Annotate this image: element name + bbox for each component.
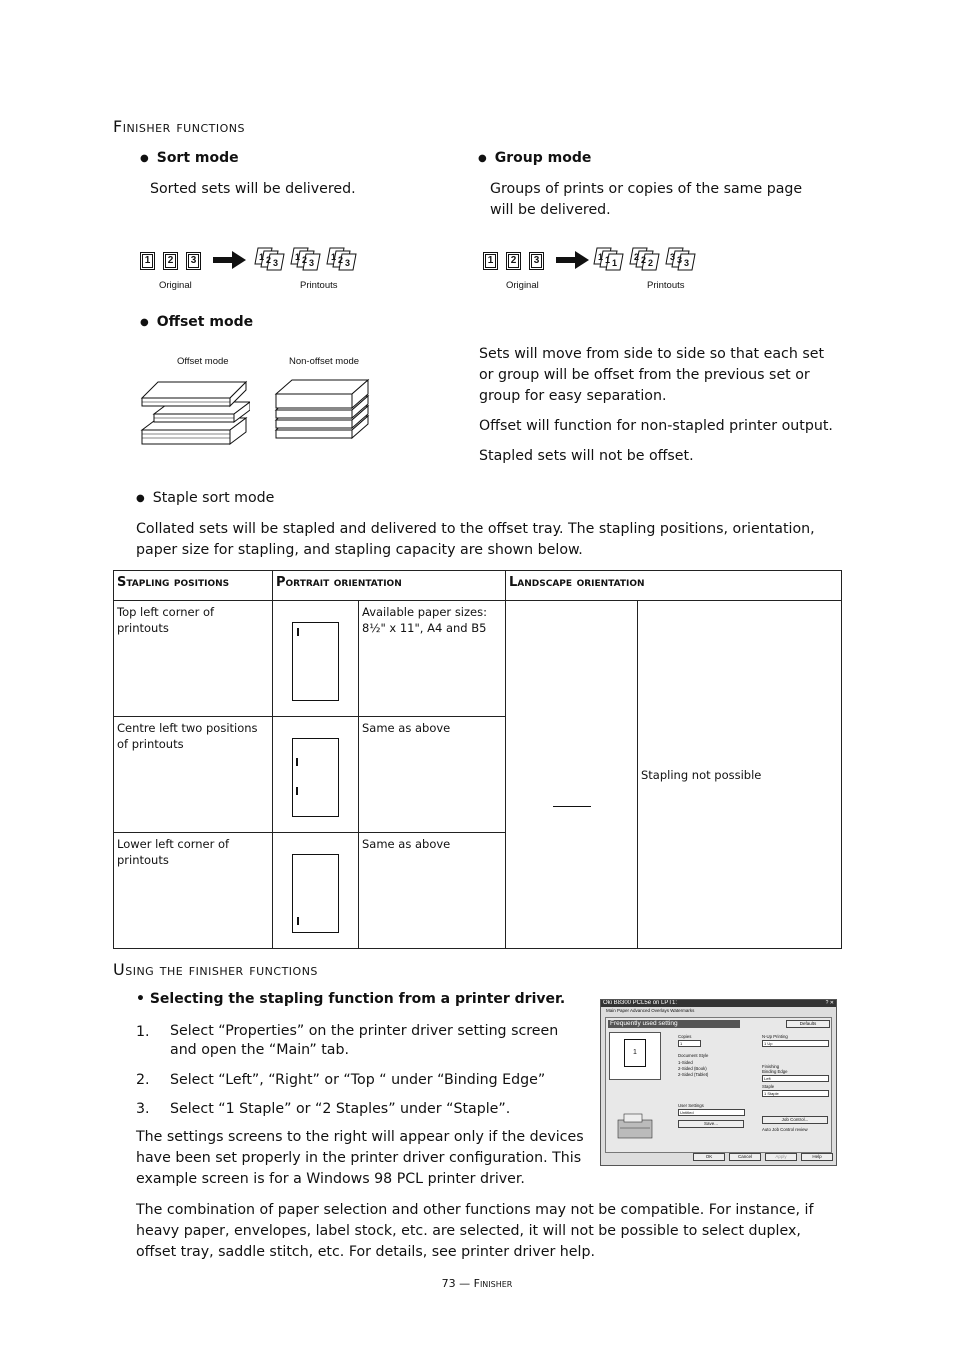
header-landscape-orientation: Landscape orientation — [506, 571, 842, 601]
cell-paper-sizes: Same as above — [359, 833, 506, 949]
svg-text:2: 2 — [648, 258, 654, 268]
grouped-printouts-icon — [593, 246, 711, 276]
svg-text:3: 3 — [345, 258, 351, 268]
svg-text:3: 3 — [684, 258, 690, 268]
cancel-button[interactable]: Cancel — [729, 1153, 761, 1161]
original-page-2: 2 — [506, 252, 521, 270]
portrait-page-icon — [292, 854, 339, 933]
svg-text:2: 2 — [338, 255, 344, 265]
nup-select[interactable]: 1 Up — [762, 1040, 829, 1047]
sort-mode-diagram — [138, 244, 378, 294]
step-text: Select “Properties” on the printer driver setting screen and open the “Main” tab. — [170, 1023, 559, 1058]
finishing-label: Finishing — [762, 1064, 780, 1069]
svg-text:3: 3 — [677, 255, 683, 265]
binding-edge-select[interactable]: Left — [762, 1075, 829, 1082]
offset-stacks-icon — [138, 374, 250, 450]
nup-printing-label: N-Up Printing — [762, 1034, 788, 1039]
radio-2-sided-tablet[interactable]: 2-Sided (Tablet) — [678, 1072, 709, 1077]
svg-text:2: 2 — [266, 255, 272, 265]
svg-text:1: 1 — [598, 252, 604, 262]
offset-description-2: Offset will function for non-stapled printer output. — [479, 418, 833, 434]
help-button[interactable]: Help — [801, 1153, 833, 1161]
svg-text:1: 1 — [259, 252, 265, 262]
offset-description-1: Sets will move from side to side so that each set or group will be offset from the previous set or group for easy separation. — [479, 346, 825, 404]
arrow-right-icon — [212, 250, 248, 270]
header-stapling-positions: Stapling positions — [114, 571, 273, 601]
printer-icon — [616, 1110, 656, 1142]
section-title-using-finisher: Using the finisher functions — [113, 960, 318, 979]
offset-mode-label: Offset mode — [177, 356, 229, 367]
document-style-label: Document Style — [678, 1053, 709, 1058]
svg-text:1: 1 — [331, 252, 337, 262]
user-settings-label: User Settings — [678, 1103, 704, 1108]
cell-landscape-diagram — [506, 601, 638, 949]
radio-2-sided-book[interactable]: 2-Sided (Book) — [678, 1066, 707, 1071]
svg-text:3: 3 — [309, 258, 315, 268]
dialog-main-panel — [605, 1017, 832, 1153]
copies-field[interactable]: 1 — [678, 1040, 701, 1047]
svg-text:3: 3 — [273, 258, 279, 268]
group-original-label: Original — [506, 280, 539, 291]
non-offset-mode-label: Non-offset mode — [289, 356, 360, 367]
step-1 — [136, 1022, 576, 1060]
original-page-3: 3 — [186, 252, 201, 270]
offset-description-3: Stapled sets will not be offset. — [479, 448, 694, 464]
svg-text:2: 2 — [634, 252, 640, 262]
sort-mode-heading — [140, 150, 239, 166]
user-settings-select[interactable]: Untitled — [678, 1109, 745, 1116]
preview-page-icon: 1 — [624, 1039, 646, 1067]
dialog-title: Oki B8300 PCL5e on LPT1: — [603, 1000, 678, 1006]
step-2 — [136, 1070, 576, 1091]
step-text: Select “Left”, “Right” or “Top “ under “Binding Edge” — [170, 1072, 546, 1088]
svg-text:1: 1 — [295, 252, 301, 262]
staple-label: Staple — [762, 1084, 775, 1089]
step-number: 2. — [136, 1072, 150, 1088]
group-printouts-label: Printouts — [647, 280, 685, 291]
original-page-1: 1 — [483, 252, 498, 270]
table-row — [114, 601, 842, 717]
offset-mode-heading — [140, 314, 253, 330]
sort-original-label: Original — [159, 280, 192, 291]
defaults-button[interactable]: Defaults — [786, 1020, 830, 1028]
printer-driver-screenshot — [600, 999, 837, 1166]
sort-mode-text: Sorted sets will be delivered. — [150, 181, 356, 197]
staple-sort-description: Collated sets will be stapled and delivered to the offset tray. The stapling positions, orientation, paper size for stapling, and stapling capacity are shown below. — [136, 521, 815, 558]
portrait-page-icon — [292, 622, 339, 701]
sort-printouts-label: Printouts — [300, 280, 338, 291]
group-mode-diagram — [481, 244, 721, 294]
page-preview — [609, 1032, 661, 1080]
stapling-table — [113, 570, 842, 949]
job-control-button[interactable]: Job Control... — [762, 1116, 828, 1124]
cell-portrait-diagram — [273, 717, 359, 833]
arrow-right-icon — [555, 250, 591, 270]
svg-text:2: 2 — [641, 255, 647, 265]
original-page-1: 1 — [140, 252, 155, 270]
save-button[interactable]: Save... — [678, 1120, 744, 1128]
settings-note: The settings screens to the right will appear only if the devices have been set properly in the printer driver configuration. This example screen is for a Windows 98 PCL printer driver. — [136, 1129, 584, 1187]
group-mode-text-1: Groups of prints or copies of the same page — [490, 181, 803, 197]
landscape-line-icon — [553, 806, 591, 807]
step-number: 3. — [136, 1101, 150, 1117]
ok-button[interactable]: OK — [693, 1153, 725, 1161]
auto-job-control-checkbox[interactable]: Auto Job Control review — [762, 1127, 808, 1132]
cell-landscape-note: Stapling not possible — [638, 601, 842, 949]
group-mode-heading — [478, 150, 591, 166]
staple-sort-heading — [136, 488, 274, 510]
step-3 — [136, 1099, 576, 1120]
dialog-titlebar — [601, 1000, 836, 1007]
step-number: 1. — [136, 1024, 150, 1040]
staple-select[interactable]: 1 Staple — [762, 1090, 829, 1097]
svg-text:1: 1 — [612, 258, 618, 268]
sort-mode-title: Sort mode — [156, 150, 239, 166]
table-header-row — [114, 571, 842, 601]
dialog-tabs[interactable]: Main Paper Advanced Overlays Watermarks — [606, 1008, 695, 1013]
offset-mode-title: Offset mode — [156, 314, 254, 330]
cell-paper-sizes: Available paper sizes: 8½" x 11", A4 and B5 — [359, 601, 506, 717]
non-offset-stacks-icon — [273, 374, 373, 442]
original-page-2: 2 — [163, 252, 178, 270]
cell-paper-sizes: Same as above — [359, 717, 506, 833]
binding-edge-label: Binding Edge — [762, 1069, 788, 1074]
svg-text:3: 3 — [670, 252, 676, 262]
cell-portrait-diagram — [273, 601, 359, 717]
frequent-setting-banner: Frequently used setting — [608, 1020, 740, 1028]
portrait-page-icon — [292, 738, 339, 817]
svg-text:1: 1 — [605, 255, 611, 265]
page-footer: 73 — Finisher — [441, 1277, 513, 1290]
copies-label: Copies — [678, 1034, 692, 1039]
sorted-printouts-icon — [254, 246, 372, 276]
apply-button[interactable]: Apply — [765, 1153, 797, 1161]
radio-1-sided[interactable]: 1-Sided — [678, 1060, 693, 1065]
using-subtitle: • Selecting the stapling function from a printer driver. — [136, 991, 566, 1007]
step-text: Select “1 Staple” or “2 Staples” under “Staple”. — [170, 1101, 511, 1117]
cell-position: Lower left corner of printouts — [114, 833, 273, 949]
cell-position: Centre left two positions of printouts — [114, 717, 273, 833]
close-icon[interactable]: ? ✕ — [825, 1000, 834, 1006]
original-page-3: 3 — [529, 252, 544, 270]
section-title-finisher-functions: Finisher functions — [113, 117, 245, 136]
staple-sort-title: Staple sort mode — [152, 490, 275, 506]
group-mode-text-2: will be delivered. — [490, 202, 611, 218]
svg-text:2: 2 — [302, 255, 308, 265]
header-portrait-orientation: Portrait orientation — [273, 571, 506, 601]
compatibility-note: The combination of paper selection and other functions may not be compatible. For instance, if heavy paper, envelopes, label stock, etc. are selected, it will not be possible to select duplex, offset tray, saddle stitch, etc. For details, see printer driver help. — [136, 1202, 814, 1260]
group-mode-title: Group mode — [494, 150, 592, 166]
cell-position: Top left corner of printouts — [114, 601, 273, 717]
cell-portrait-diagram — [273, 833, 359, 949]
